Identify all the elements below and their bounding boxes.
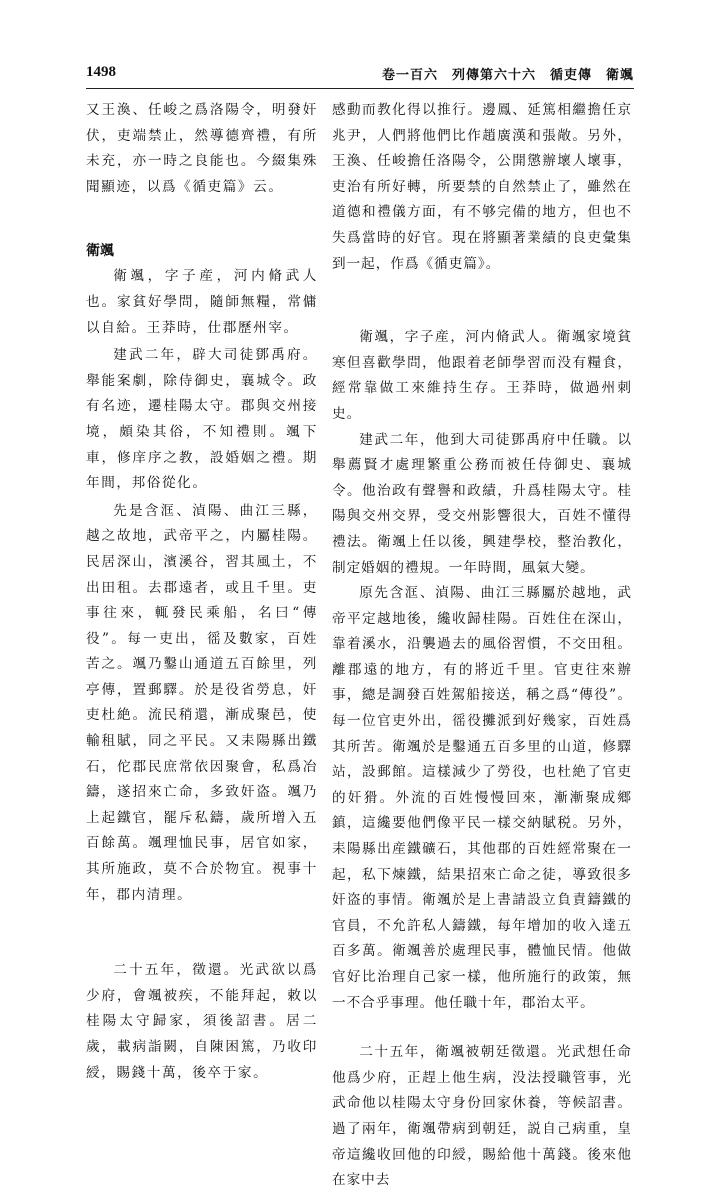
classical-text-column: [86, 98, 318, 1086]
translation-column: [332, 98, 632, 1194]
spacer: [86, 200, 318, 238]
section-heading: 衛颯: [86, 243, 114, 260]
biography-paragraph-1: 衛颯，字子産，河内脩武人也。家貧好學問，隨師無糧，常傭以自給。王莽時，仕郡歷州宰。: [86, 268, 318, 336]
intro-paragraph: 又王渙、任峻之爲洛陽令，明發奸伏，吏端禁止，然導德齊禮，有所未充，亦一時之良能也。今綴集殊聞顯迹，以爲《循吏篇》云。: [86, 102, 318, 195]
biography-paragraph-2: 建武二年，辟大司徒鄧禹府。舉能案劇，除侍御史，襄城令。政有名迹，遷桂陽太守。郡與交州接境，頗染其俗，不知禮則。颯下車，修庠序之教，設婚姻之禮。期年間，邦俗從化。: [86, 347, 318, 492]
translation-paragraph-1: 衛颯，字子産，河内脩武人。衛颯家境貧寒但喜歡學問，他跟着老師學習而没有糧食，經常靠做工來維持生存。王莽時，做過州刺史。: [332, 329, 632, 422]
running-title: 卷一百六 列傳第六十六 循吏傳 衛颯: [381, 68, 634, 83]
page-number: 1498: [86, 64, 116, 80]
spacer: [332, 277, 632, 325]
translation-paragraph-4: 二十五年，衛颯被朝廷徵還。光武想任命他爲少府，正趕上他生病，没法授職管事，光武命他以桂陽太守身份回家休養，等候詔書。過了兩年，衛颯帶病到朝廷，説自己病重，皇帝這纔收回他的印綬，賜給他十萬錢。後來他在家中去: [332, 1044, 632, 1189]
spacer: [86, 908, 318, 958]
translation-paragraph-0: 感動而教化得以推行。邊鳳、延篤相繼擔任京兆尹，人們將他們比作趙廣漢和張敞。另外，王渙、任峻擔任洛陽令，公開懲辦壞人壞事，吏治有所好轉，所要禁的自然禁止了，雖然在道德和禮儀方面，有不够完備的地方，但也不失爲當時的好官。現在將顯著業績的良吏彙集到一起，作爲《循吏篇》。: [332, 102, 632, 272]
spacer: [332, 1016, 632, 1040]
header-rule: [86, 88, 634, 89]
translation-paragraph-2: 建武二年，他到大司徒鄧禹府中任職。以舉薦賢才處理繁重公務而被任侍御史、襄城令。他治政有聲譽和政績，升爲桂陽太守。桂陽與交州交界，受交州影響很大，百姓不懂得禮法。衛颯上任以後，興建學校，整治教化，制定婚姻的禮規。一年時間，風氣大變。: [332, 431, 632, 576]
biography-paragraph-3: 先是含洭、湞陽、曲江三縣，越之故地，武帝平之，内屬桂陽。民居深山，濱溪谷，習其風土，不出田租。去郡遠者，或且千里。吏事往來，輒發民乘船，名曰“傳役”。每一吏出，徭及數家，百姓苦之。颯乃鑿山通道五百餘里，列亭傳，置郵驛。於是役省勞息，奸吏杜絶。流民稍還，漸成聚邑，使輸租賦，同之平民。又耒陽縣出鐵石，佗郡民庶常依因聚會，私爲冶鑄，遂招來亡命，多致奸盗。颯乃上起鐵官，罷斥私鑄，歲所增入五百餘萬。颯理恤民事，居官如家，其所施政，莫不合於物宜。視事十年，郡内清理。: [86, 502, 318, 903]
translation-paragraph-3: 原先含洭、湞陽、曲江三縣屬於越地，武帝平定越地後，纔收歸桂陽。百姓住在深山，靠着溪水，沿襲過去的風俗習慣，不交田租。離郡遠的地方，有的將近千里。官吏往來辦事，總是調發百姓駕船接送，稱之爲“傳役”。每一位官吏外出，徭役攤派到好幾家，百姓爲其所苦。衛颯於是鑿通五百多里的山道，修驛站，設郵館。這樣減少了勞役，也杜絶了官吏的奸猾。外流的百姓慢慢回來，漸漸聚成鄉鎮，這纔要他們像平民一樣交納賦税。另外，耒陽縣出産鐵礦石，其他郡的百姓經常聚在一起，私下煉鐵，結果招來亡命之徒，導致很多奸盗的事情。衛颯於是上書請設立負責鑄鐵的官員，不允許私人鑄鐵，每年增加的收入達五百多萬。衛颯善於處理民事，體恤民情。他做官好比治理自己家一樣，他所施行的政策，無一不合乎事理。他任職十年，郡治太平。: [332, 585, 632, 1011]
biography-paragraph-4: 二十五年，徵還。光武欲以爲少府，會颯被疾，不能拜起，敕以桂陽太守歸家，須後詔書。居二歲，載病詣闕，自陳困篤，乃收印綬，賜錢十萬，後卒于家。: [86, 962, 318, 1081]
page-header: [86, 62, 634, 86]
